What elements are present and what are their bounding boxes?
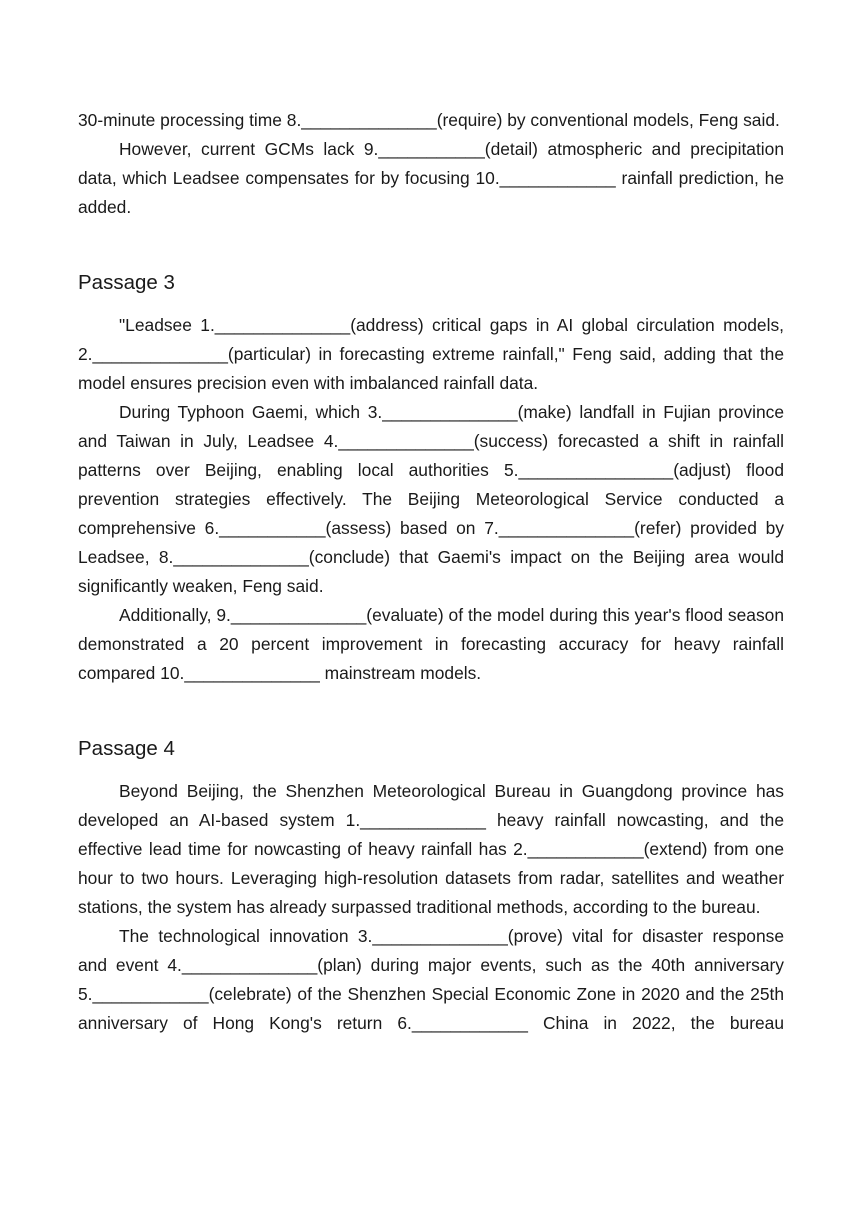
document-body: [78, 106, 784, 1038]
section-spacer: [78, 688, 784, 735]
passage-3-paragraph-2: During Typhoon Gaemi, which 3.______________(make) landfall in Fujian province and Taiwan in July, Leadsee 4.______________(success) forecasted a shift in rainfall patterns over Beijing, enabling local authorities 5.________________(adjust) flood prevention strategies effectively. The Beijing Meteorological Service conducted a comprehensive 6.___________(assess) based on 7.______________(refer) provided by Leadsee, 8.______________(conclude) that Gaemi's impact on the Beijing area would significantly weaken, Feng said.: [78, 402, 784, 596]
heading-spacer: [78, 763, 784, 777]
section-spacer: [78, 222, 784, 269]
passage-4-title: Passage 4: [78, 737, 175, 760]
heading-spacer: [78, 297, 784, 311]
passage-3-title: Passage 3: [78, 271, 175, 294]
passage-2-paragraph-last: However, current GCMs lack 9.___________(detail) atmospheric and precipitation data, which Leadsee compensates for by focusing 10.____________ rainfall prediction, he added.: [78, 139, 784, 217]
passage-4-paragraph-2: The technological innovation 3.______________(prove) vital for disaster response and event 4.______________(plan) during major events, such as the 40th anniversary 5.____________(celebrate) of the Shenzhen Special Economic Zone in 2020 and the 25th anniversary of Hong Kong's return 6.____________ China in 2022, the bureau: [78, 926, 784, 1033]
passage-4-paragraph-1: Beyond Beijing, the Shenzhen Meteorological Bureau in Guangdong province has developed an AI-based system 1._____________ heavy rainfall nowcasting, and the effective lead time for nowcasting of heavy rainfall has 2.____________(extend) from one hour to two hours. Leveraging high-resolution datasets from radar, satellites and weather stations, the system has already surpassed traditional methods, according to the bureau.: [78, 781, 784, 917]
passage-3-paragraph-1: "Leadsee 1.______________(address) critical gaps in AI global circulation models, 2.______________(particular) in forecasting extreme rainfall," Feng said, adding that the model ensures precision even with imbalanced rainfall data.: [78, 315, 784, 393]
passage-2-paragraph-tail: 30-minute processing time 8.______________(require) by conventional models, Feng said.: [78, 110, 780, 130]
passage-3-paragraph-3: Additionally, 9.______________(evaluate) of the model during this year's flood season demonstrated a 20 percent improvement in forecasting accuracy for heavy rainfall compared 10.______________ mainstream models.: [78, 605, 784, 683]
